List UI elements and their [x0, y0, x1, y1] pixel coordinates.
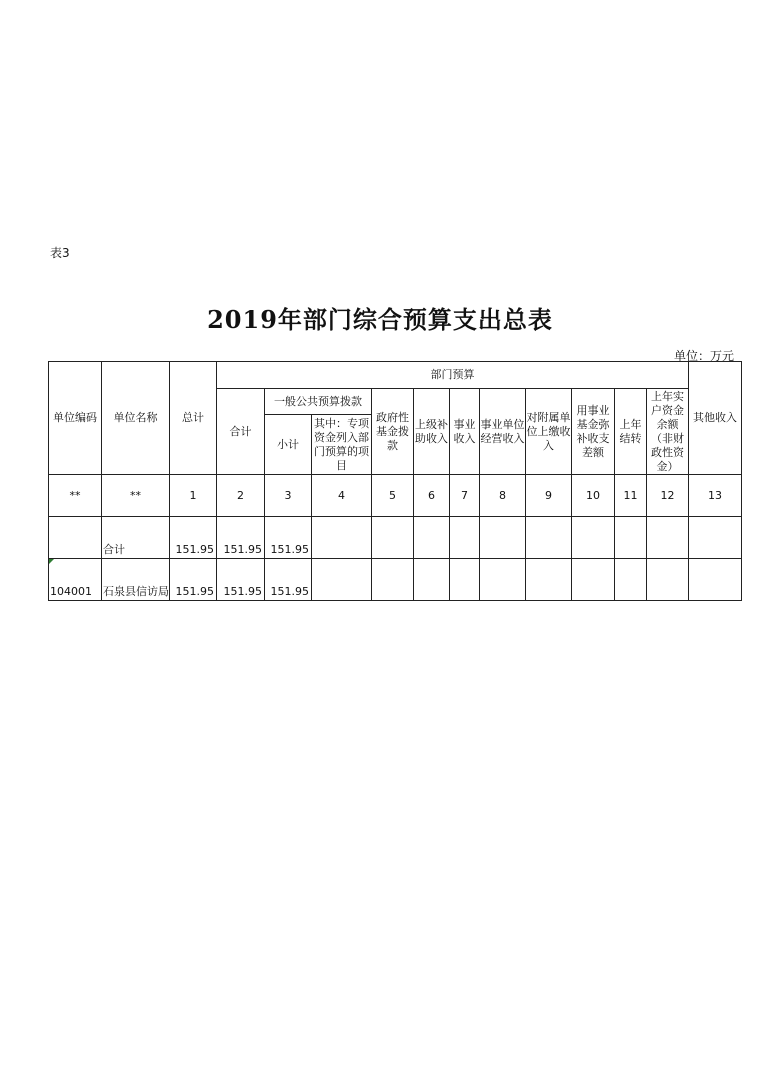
- header-upper-subsidy: 上级补助收入: [414, 389, 450, 475]
- header-special-items: 其中：专项资金列入部门预算的项目: [312, 415, 372, 475]
- index-cell: 1: [170, 475, 217, 517]
- page-title: 2019年部门综合预算支出总表: [207, 305, 553, 334]
- table-row-unit: [49, 559, 742, 601]
- cell-small-total: 151.95: [265, 559, 312, 601]
- index-cell: 5: [372, 475, 414, 517]
- header-carry-over: 上年结转: [615, 389, 647, 475]
- unit-label: 单位：万元: [673, 349, 734, 363]
- header-row-1: [49, 362, 742, 389]
- cell-unit-name: 合计: [102, 517, 170, 559]
- header-sum: 合计: [217, 389, 265, 475]
- index-cell: 13: [689, 475, 742, 517]
- header-affiliated-income: 对附属单位上缴收入: [526, 389, 572, 475]
- cell-total: 151.95: [170, 559, 217, 601]
- cell-unit-code-text: 104001: [50, 585, 92, 598]
- index-row: [49, 475, 742, 517]
- index-cell: 2: [217, 475, 265, 517]
- cell-total: 151.95: [170, 517, 217, 559]
- index-cell: 8: [480, 475, 526, 517]
- header-gov-fund: 政府性基金拨款: [372, 389, 414, 475]
- header-biz-operating: 事业单位经营收入: [480, 389, 526, 475]
- header-business-fund: 用事业基金弥补收支差额: [572, 389, 615, 475]
- cell-unit-name: 石泉县信访局: [102, 559, 170, 601]
- index-cell: 4: [312, 475, 372, 517]
- index-cell: 10: [572, 475, 615, 517]
- header-small-total: 小计: [265, 415, 312, 475]
- table-row-total: [49, 517, 742, 559]
- index-cell: 9: [526, 475, 572, 517]
- budget-table: [48, 361, 742, 601]
- header-business-income: 事业收入: [450, 389, 480, 475]
- index-cell: **: [102, 475, 170, 517]
- header-prev-balance: 上年实户资金余额（非财政性资金）: [647, 389, 689, 475]
- header-other-income: 其他收入: [689, 362, 742, 475]
- cell-sum: 151.95: [217, 517, 265, 559]
- cell-sum: 151.95: [217, 559, 265, 601]
- index-cell: 12: [647, 475, 689, 517]
- cell-small-total: 151.95: [265, 517, 312, 559]
- cell-unit-code: [49, 517, 102, 559]
- index-cell: 11: [615, 475, 647, 517]
- header-dept-budget: 部门预算: [217, 362, 689, 389]
- header-total: 总计: [170, 362, 217, 475]
- header-general-public: 一般公共预算拨款: [265, 389, 372, 415]
- index-cell: 6: [414, 475, 450, 517]
- cell-unit-code: [49, 559, 102, 601]
- cell-marker-icon: [49, 559, 54, 564]
- header-unit-code: 单位编码: [49, 362, 102, 475]
- index-cell: 7: [450, 475, 480, 517]
- table-label: 表3: [50, 246, 70, 260]
- index-cell: **: [49, 475, 102, 517]
- header-unit-name: 单位名称: [102, 362, 170, 475]
- index-cell: 3: [265, 475, 312, 517]
